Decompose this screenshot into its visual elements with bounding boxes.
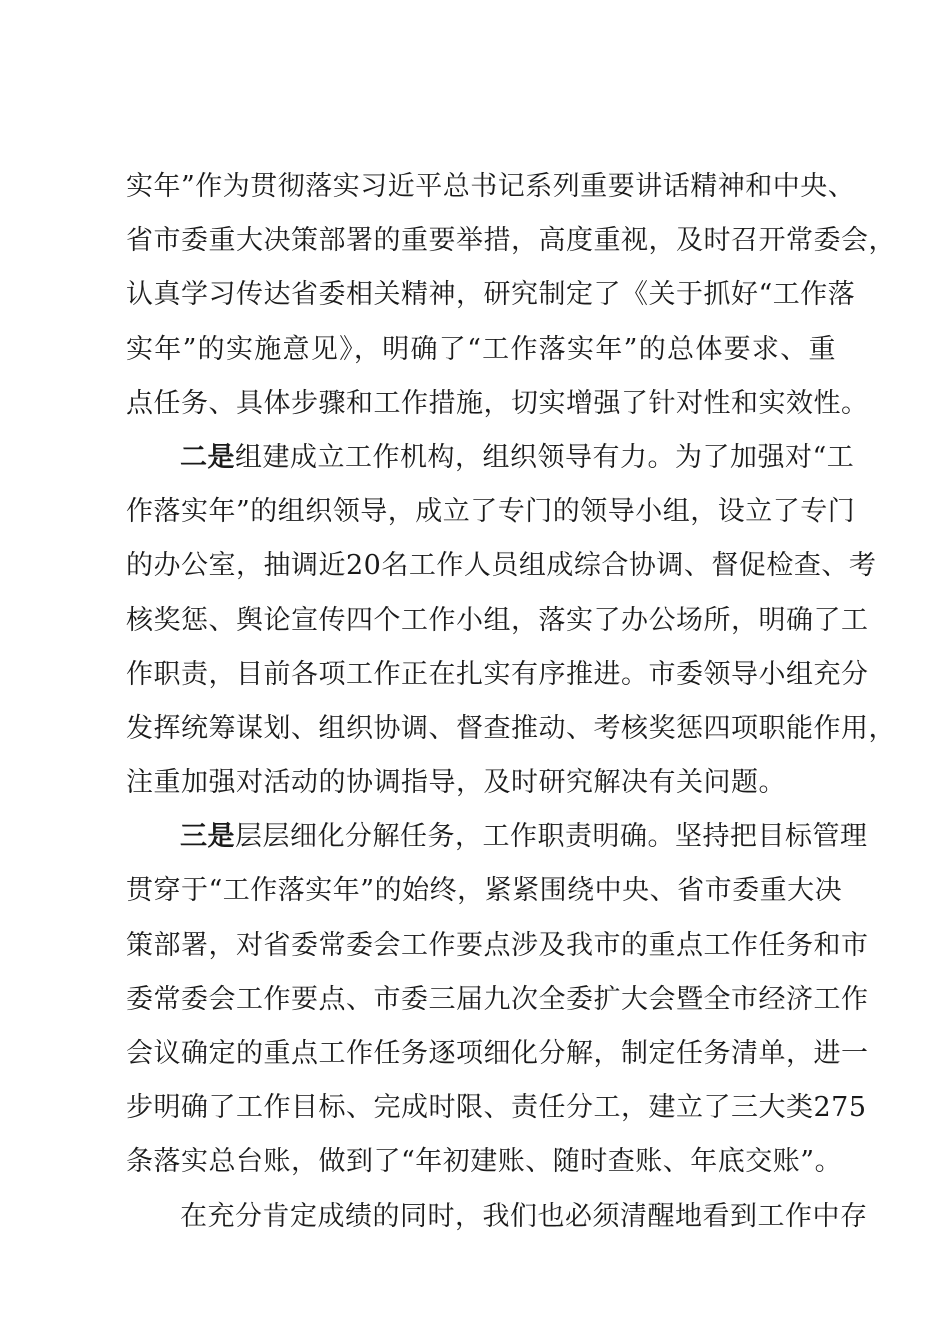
text-line: 委常委会工作要点、市委三届九次全委扩大会暨全市经济工作	[126, 983, 869, 1015]
text-line: 实年”作为贯彻落实习近平总书记系列重要讲话精神和中央、	[126, 171, 856, 202]
paragraph-4	[126, 1190, 868, 1244]
text-line: 注重加强对活动的协调指导，及时研究解决有关问题。	[126, 767, 786, 799]
text-line: 认真学习传达省委相关精神，研究制定了《关于抓好“工作落	[126, 279, 856, 311]
text-line: 发挥统筹谋划、组织协调、督查推动、考核奖惩四项职能作用，	[126, 712, 896, 744]
paragraph-first-text: 层层细化分解任务，工作职责明确。坚持把目标管理	[235, 821, 868, 853]
text-line: 核奖惩、舆论宣传四个工作小组，落实了办公场所，明确了工	[126, 604, 869, 636]
paragraph-3	[126, 810, 869, 1189]
text-line: 实年”的实施意见》，明确了“工作落实年”的总体要求、重	[126, 333, 836, 365]
text-line: 的办公室，抽调近20名工作人员组成综合协调、督促检查、考	[126, 550, 877, 582]
text-line-first	[126, 810, 868, 864]
paragraph-lead: 二是	[180, 441, 235, 473]
text-line: 步明确了工作目标、完成时限、责任分工，建立了三大类275	[126, 1092, 867, 1124]
text-line-first	[126, 431, 855, 485]
text-line: 条落实总台账，做到了“年初建账、随时查账、年底交账”。	[126, 1146, 843, 1178]
body-text	[126, 160, 896, 1244]
paragraph-first-text: 组建成立工作机构，组织领导有力。为了加强对“工	[235, 441, 855, 473]
text-line: 省市委重大决策部署的重要举措，高度重视，及时召开常委会，	[126, 225, 896, 257]
paragraph-2	[126, 431, 896, 810]
text-line: 点任务、具体步骤和工作措施，切实增强了针对性和实效性。	[126, 387, 869, 419]
text-line-first: 在充分肯定成绩的同时，我们也必须清醒地看到工作中存	[180, 1200, 868, 1232]
text-line: 作职责，目前各项工作正在扎实有序推进。市委领导小组充分	[126, 658, 869, 690]
text-line: 策部署，对省委常委会工作要点涉及我市的重点工作任务和市	[126, 929, 869, 961]
text-line: 会议确定的重点工作任务逐项细化分解，制定任务清单，进一	[126, 1038, 869, 1069]
paragraph-lead: 三是	[180, 821, 235, 853]
text-line: 作落实年”的组织领导，成立了专门的领导小组，设立了专门	[126, 496, 856, 528]
text-line: 贯穿于“工作落实年”的始终，紧紧围绕中央、省市委重大决	[126, 875, 843, 907]
paragraph-1	[126, 160, 896, 431]
